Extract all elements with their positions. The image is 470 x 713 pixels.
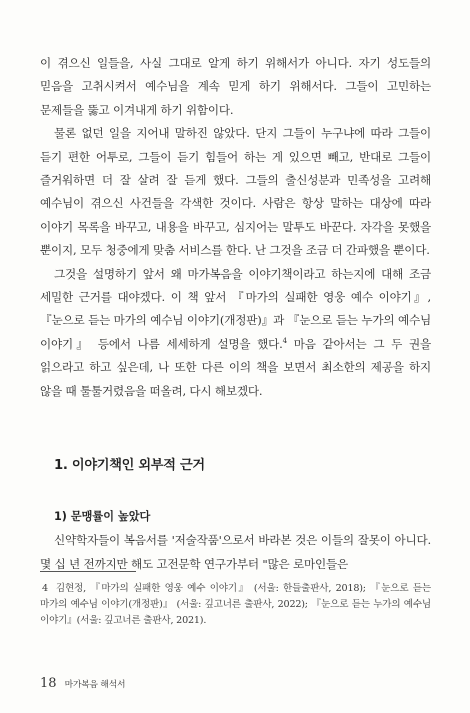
paragraph-4: 신약학자들이 복음서를 '저술작품'으로서 바라본 것은 이들의 잘못이 아니다. 몇 십 년 전까지만 해도 고전문학 연구가부터 "많은 로마인들은 <box>40 533 431 571</box>
body-text-continued <box>40 529 431 576</box>
paragraph-2: 물론 없던 일을 지어내 말하진 않았다. 단지 그들이 누구냐에 따라 그들이 듣기 편한 어투로, 그들이 듣기 힘들어 하는 게 있으면 빼고, 반대로 그들이 즐거워하면 더 잘 살려 잘 듣게 했다. 그들의 출신성분과 민족성을 고려해 예수님이 겪으신 사건들을 각색한 것이다. 사람은 항상 말하는 대상에 따라 이야기 목록을 바꾸고, 내용을 바꾸고, 심지어는 말투도 바꾼다. 자각을 못했을 뿐이지, 모두 청중에게 맞춤 서비스를 한다. 난 그것을 조금 더 간파했을 뿐이다. <box>40 126 432 258</box>
footnote <box>40 581 431 628</box>
footnote-text: 김현정, 『마가의 실패한 영웅 예수 이야기』 (서울: 한들출판사, 2018); 『눈으로 듣는 마가의 예수님 이야기(개정판)』 (서울: 깊고너른 출판사, 2022); 『눈으로 듣는 누가의 예수님 이야기』(서울: 깊고너른 출판사, 2021). <box>40 583 431 626</box>
section-heading: 1. 이야기책인 외부적 근거 <box>54 458 205 474</box>
footnote-number: 4 <box>42 583 48 594</box>
body-text <box>40 52 431 403</box>
paragraph-3-part-1: 그것을 설명하기 앞서 왜 마가복음을 이야기책이라고 하는지에 대해 조금 세밀한 근거를 대야겠다. 이 책 앞서 『마가의 실패한 영웅 예수 이야기』, 『눈으로 듣는 마가의 예수님 이야기(개정판)』과 『눈으로 듣는 누가의 예수님 이야기』 등에서 나름 세세하게 설명을 했다. <box>40 266 431 351</box>
sub-heading: 1) 문맹률이 높았다 <box>54 510 151 524</box>
footnote-marker[interactable]: 4 <box>282 337 287 346</box>
paragraph-3-part-2: 마음 같아서는 그 두 권을 읽으라고 하고 싶은데, 나 또한 다른 이의 책을 보면서 최소한의 제공을 하지 않을 때 툴툴거렸음을 떠올려, 다시 해보겠다. <box>40 336 431 398</box>
paragraph-3 <box>40 263 431 403</box>
page-number: 18 <box>40 676 57 691</box>
book-title: 마가복음 해석서 <box>64 680 126 690</box>
footnote-divider <box>40 571 136 572</box>
paragraph-1: 이 겪으신 일들을, 사실 그대로 알게 하기 위해서가 아니다. 자기 성도들의 믿음을 고취시켜서 예수님을 계속 믿게 하기 위해서다. 그들이 고민하는 문제들을 뚫고 이겨내게 하기 위함이다. <box>40 56 431 117</box>
page-footer <box>40 672 125 691</box>
page-content <box>40 52 431 576</box>
